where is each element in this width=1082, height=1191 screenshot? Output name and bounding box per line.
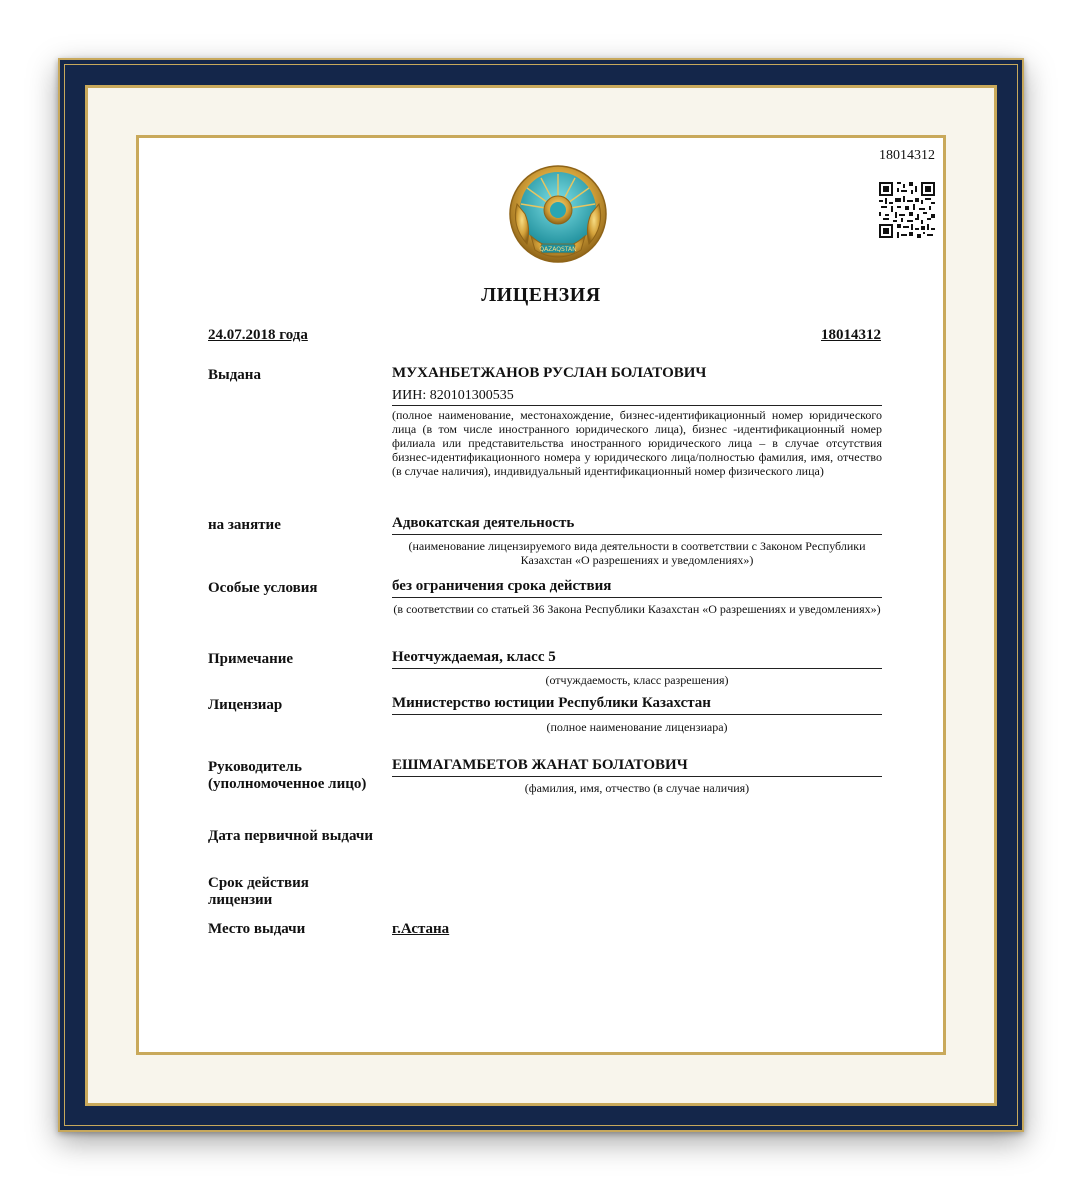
place-value: г.Астана [392, 921, 450, 937]
issued-to-hint: (полное наименование, местонахождение, бизнес-идентификационный номер юридического лица (в том числе иностранного юридического лица), бизнес -идентификационный номер филиала или представительства иностранного юридического лица – в случае отсутствия бизнес-идентификационного номера у юридического лица/полностью фамилия, имя, отчество (в случае наличия), индивидуальный идентификационный номер физического лица) [392, 408, 882, 478]
iin-value: ИИН: 820101300535 [392, 388, 882, 406]
conditions-value: без ограничения срока действия [392, 578, 882, 598]
head-value: ЕШМАГАМБЕТОВ ЖАНАТ БОЛАТОВИЧ [392, 757, 882, 777]
validity-label [208, 875, 309, 909]
activity-value: Адвокатская деятельность [392, 515, 882, 535]
license-document [136, 135, 946, 1055]
issued-to-label: Выдана [208, 367, 261, 383]
validity-label-line2: лицензии [208, 892, 273, 908]
conditions-label: Особые условия [208, 580, 318, 596]
document-title: ЛИЦЕНЗИЯ [481, 284, 601, 306]
head-hint: (фамилия, имя, отчество (в случае наличия) [524, 781, 750, 795]
conditions-hint: (в соответствии со статьей 36 Закона Республики Казахстан «О разрешениях и уведомлениях») [393, 602, 881, 616]
head-label [208, 759, 366, 793]
head-label-line2: (уполномоченное лицо) [208, 776, 367, 792]
first-issue-label: Дата первичной выдачи [208, 828, 374, 844]
kazakhstan-emblem-icon [501, 164, 615, 268]
qr-code-icon [879, 182, 935, 238]
issued-to-value: МУХАНБЕТЖАНОВ РУСЛАН БОЛАТОВИЧ [392, 365, 707, 381]
place-label: Место выдачи [208, 921, 306, 937]
svg-text:QAZAQSTAN: QAZAQSTAN [539, 246, 577, 253]
note-label: Примечание [208, 651, 294, 667]
validity-label-line1: Срок действия [208, 875, 309, 891]
note-value: Неотчуждаемая, класс 5 [392, 649, 882, 669]
licensor-label: Лицензиар [208, 697, 283, 713]
license-number: 18014312 [821, 327, 881, 343]
licensor-hint: (полное наименование лицензиара) [546, 720, 728, 734]
activity-label: на занятие [208, 517, 281, 533]
licensor-value: Министерство юстиции Республики Казахстан [392, 695, 882, 715]
head-label-line1: Руководитель [208, 759, 302, 775]
note-hint: (отчуждаемость, класс разрешения) [545, 673, 729, 687]
activity-hint: (наименование лицензируемого вида деятельности в соответствии с Законом Республики Казахстан «О разрешениях и уведомлениях») [408, 539, 866, 567]
issue-date: 24.07.2018 года [208, 327, 308, 343]
top-license-number: 18014312 [879, 148, 935, 163]
